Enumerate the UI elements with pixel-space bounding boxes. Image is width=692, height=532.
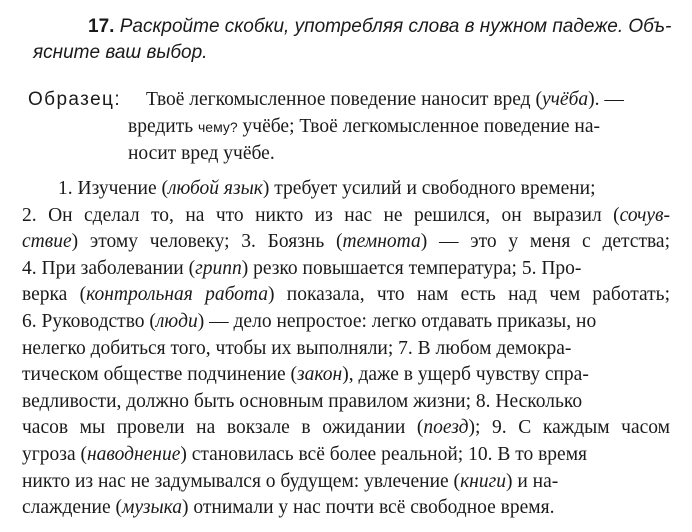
example-line-3: носит вред учёбе. — [128, 143, 275, 164]
text-run: ) становилась всё более реальной; 10. В то время — [180, 444, 588, 465]
example-line-2: вредить чему? учёбе; Твоё легкомысленное поведение на- — [128, 116, 601, 137]
text-run: ) этому человеку; 3. Боязнь ( — [71, 231, 343, 253]
task-instruction-line1: Раскройте скобки, употребляя слова в нужном падеже. Объ- — [119, 16, 672, 37]
text-run: тическом обществе подчинение ( — [22, 364, 298, 386]
exercise-line — [22, 203, 670, 229]
text-run: часов мы провели на вокзале в ожидании ( — [22, 417, 424, 439]
text-run: никто из нас не задумывался о будущем: увлечение ( — [22, 470, 461, 492]
text-run: ) резко повышается температура; 5. Про- — [241, 257, 582, 279]
text-run: ведливости, должно быть основным правилом жизни; 8. Несколько — [22, 390, 583, 412]
bracketed-word: контрольная работа — [86, 284, 268, 306]
example-word: учёба — [541, 89, 589, 110]
text-run: ); 9. С каждым часом — [468, 417, 670, 439]
bracketed-word: книги — [460, 470, 506, 492]
bracketed-word: сочув- — [619, 204, 670, 226]
text-run: угроза ( — [22, 444, 87, 465]
bracketed-word: музыка — [122, 497, 183, 519]
text-run: 6. Руководство ( — [22, 311, 156, 332]
exercise-line — [22, 229, 670, 255]
exercise-line — [22, 495, 554, 521]
bracketed-word: ствие — [22, 231, 72, 253]
bracketed-word: люди — [155, 311, 198, 332]
exercise-line — [22, 469, 558, 495]
text-run: слаждение ( — [22, 497, 122, 519]
exercise-line — [22, 336, 571, 362]
bracketed-word: наводнение — [86, 444, 181, 465]
text-run: 1. Изучение ( — [58, 178, 168, 199]
exercise-line — [22, 415, 670, 441]
text-run: ) отнимали у нас почти всё свободное время. — [182, 497, 555, 519]
example-line-1: Твоё легкомысленное поведение наносит вред (учёба). — — [146, 89, 624, 110]
exercise-line — [22, 282, 670, 308]
text-run: ) требует усилий и свободного времени; — [262, 178, 596, 199]
text-run: 2. Он сделал то, на что никто из нас не решился, он выразил ( — [22, 204, 620, 226]
text-run: ) — это у меня с детства; — [420, 231, 671, 253]
text-run: ) показала, что нам есть над чем работать; — [268, 284, 670, 306]
task-header — [33, 14, 680, 63]
exercise-line — [58, 176, 596, 202]
text-run: нелегко добиться того, чтобы их выполняли; 7. В любом демокра- — [22, 337, 572, 359]
example-label: Образец: — [28, 89, 122, 110]
bracketed-word: закон — [297, 364, 343, 386]
bracketed-word: поезд — [423, 417, 469, 439]
exercise-line — [22, 309, 596, 335]
text-run: 4. При заболевании ( — [22, 257, 196, 279]
text-run: ) и на- — [505, 470, 559, 492]
text-run: ), даже в ущерб чувству спра- — [342, 364, 589, 386]
text-run: верка ( — [22, 284, 87, 306]
exercise-line — [22, 442, 587, 468]
bracketed-word: грипп — [195, 257, 242, 279]
bracketed-word: темнота — [342, 231, 421, 253]
task-number: 17. — [88, 16, 115, 37]
exercise-line — [22, 362, 589, 388]
text-run: ) — дело непростое: легко отдавать приказы, но — [197, 311, 597, 332]
exercise-line — [22, 389, 582, 415]
task-instruction-line2: ясните ваш выбор. — [33, 42, 208, 63]
exercise-line — [22, 256, 581, 282]
bracketed-word: любой язык — [167, 178, 263, 199]
